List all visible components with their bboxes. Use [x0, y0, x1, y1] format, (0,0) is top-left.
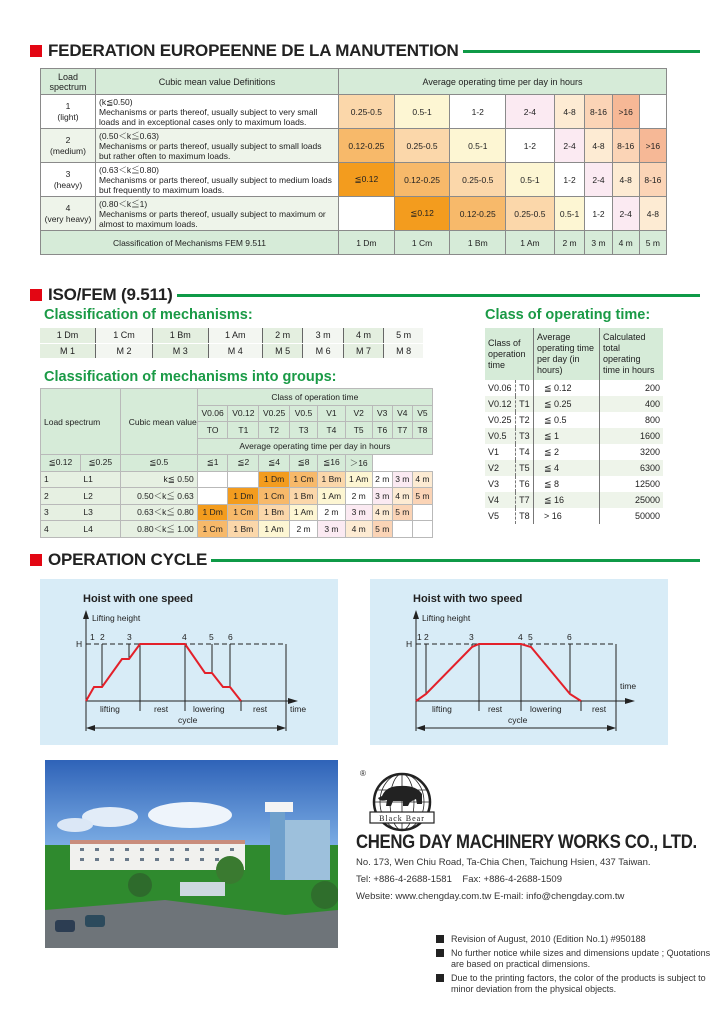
- fem-k-range: (k≦0.50): [99, 96, 133, 107]
- time-label: time: [290, 704, 307, 714]
- operating-v: V1: [485, 444, 516, 460]
- operating-avg: ≦ 0.25: [533, 396, 599, 412]
- fem-footer-cell: 1 Am: [506, 231, 555, 255]
- fem-time-cell: 0.12-0.25: [339, 129, 395, 163]
- point-label: 3: [469, 632, 474, 642]
- point-label: 2: [100, 632, 105, 642]
- groups-t-classes-cell: TO: [197, 422, 228, 439]
- fem-time-cell: 4-8: [585, 129, 612, 163]
- green-divider: [463, 50, 700, 53]
- bullet-square-icon: [436, 949, 444, 957]
- point-label: 4: [182, 632, 187, 642]
- operating-row: [485, 396, 663, 412]
- hoist-two-title: Hoist with two speed: [413, 593, 523, 605]
- mech-fem-cell: 2 m: [262, 328, 302, 343]
- operating-h3: Calculated total operating time in hours: [599, 328, 663, 380]
- fem-time-cell: 0.25-0.5: [450, 163, 506, 197]
- groups-hours-cell: ≦1: [197, 455, 228, 472]
- fem-section-title: [30, 41, 700, 61]
- mechanisms-table: [40, 328, 423, 358]
- fem-time-cell: 0.25-0.5: [339, 95, 395, 129]
- groups-cell: 1 Am: [259, 521, 290, 538]
- point-label: 1: [417, 632, 422, 642]
- fem-time-cell: 2-4: [554, 129, 585, 163]
- fem-load-name: (very heavy): [44, 213, 92, 224]
- fem-load-name: (medium): [50, 145, 86, 156]
- groups-cell: 2 m: [318, 504, 346, 521]
- point-label: 4: [518, 632, 523, 642]
- groups-cell: 3 m: [392, 471, 412, 488]
- fem-footer-cell: 4 m: [612, 231, 639, 255]
- operating-v: V4: [485, 492, 516, 508]
- fem-time-cell: ≦0.12: [394, 197, 450, 231]
- fem-footer-cell: 3 m: [585, 231, 612, 255]
- groups-cell: 3 m: [318, 521, 346, 538]
- groups-v-classes-cell: V0.25: [259, 405, 290, 422]
- operating-v: V5: [485, 508, 516, 524]
- groups-table: [40, 388, 433, 538]
- point-label: 1: [90, 632, 95, 642]
- operating-table: [485, 328, 663, 524]
- fem-time-cell: [339, 197, 395, 231]
- green-divider: [177, 294, 700, 297]
- groups-k: 0.63＜k≦ 0.80: [120, 504, 197, 521]
- groups-cell: 3 m: [372, 488, 392, 505]
- cycle-label: cycle: [508, 715, 528, 725]
- notes-list: [436, 934, 711, 998]
- black-bear-logo: [360, 768, 436, 834]
- groups-cell: 5 m: [372, 521, 392, 538]
- fem-k-range: (0.50＜k≦0.63): [99, 130, 159, 141]
- h-label: H: [76, 639, 83, 649]
- operating-total: 200: [599, 380, 663, 396]
- cycle-section-title: [30, 550, 700, 570]
- groups-cell: 1 Am: [289, 504, 317, 521]
- operating-row: [485, 412, 663, 428]
- fem-k-range: (0.80＜k≦1): [99, 198, 148, 209]
- bullet-square-icon: [436, 935, 444, 943]
- fem-time-cell: 0.5-1: [554, 197, 585, 231]
- mech-fem-cell: 1 Dm: [40, 328, 96, 343]
- fem-title-text: FEDERATION EUROPEENNE DE LA MANUTENTION: [48, 41, 459, 60]
- factory-photo: [45, 760, 338, 948]
- groups-cell: [392, 521, 412, 538]
- company-contact: Tel: +886-4-2688-1581 Fax: +886-4-2688-1509: [356, 874, 562, 885]
- fem-time-cell: 0.12-0.25: [394, 163, 450, 197]
- groups-cell: 1 Bm: [289, 488, 317, 505]
- operating-t: T4: [519, 447, 530, 457]
- fem-time-cell: 8-16: [612, 129, 639, 163]
- operating-v: V0.12: [485, 396, 516, 412]
- cycle-label: cycle: [178, 715, 198, 725]
- fem-definition: [96, 197, 339, 231]
- groups-cell: 1 Dm: [259, 471, 290, 488]
- fem-header-time: Average operating time per day in hours: [339, 69, 667, 95]
- groups-v-classes-cell: V0.12: [228, 405, 259, 422]
- operating-total: 25000: [599, 492, 663, 508]
- fem-header-def: Cubic mean value Definitions: [96, 69, 339, 95]
- groups-avg-header: Average operating time per day in hours: [197, 438, 432, 455]
- mech-iso-cell: M 8: [384, 343, 423, 358]
- groups-cell: 1 Am: [345, 471, 372, 488]
- operating-avg: ≦ 1: [533, 428, 599, 444]
- mech-fem-cell: 1 Cm: [96, 328, 153, 343]
- groups-cell: 1 Dm: [197, 504, 228, 521]
- groups-v-classes-cell: V0.5: [289, 405, 317, 422]
- arrow-right-icon: [277, 725, 286, 731]
- mechanisms-title: Classification of mechanisms:: [44, 307, 253, 323]
- fem-time-cell: 8-16: [639, 163, 666, 197]
- operating-avg: ≦ 0.5: [533, 412, 599, 428]
- groups-v-classes-cell: V4: [392, 405, 412, 422]
- fem-definition: [96, 95, 339, 129]
- operating-total: 12500: [599, 476, 663, 492]
- cycle-curve: [416, 644, 581, 701]
- operating-row: [485, 476, 663, 492]
- groups-row: [41, 521, 433, 538]
- hoist-one-speed-diagram: [40, 579, 338, 745]
- operating-row: [485, 492, 663, 508]
- groups-num: 2: [41, 488, 81, 505]
- groups-cell: 4 m: [392, 488, 412, 505]
- mech-iso-cell: M 1: [40, 343, 96, 358]
- phase-label: rest: [253, 704, 268, 714]
- groups-cell: [197, 471, 228, 488]
- fem-time-cell: [639, 95, 666, 129]
- mech-fem-cell: 1 Bm: [152, 328, 208, 343]
- groups-class-header: Class of operation time: [197, 389, 432, 406]
- hoist-one-svg: [40, 579, 338, 745]
- groups-num: 3: [41, 504, 81, 521]
- note-item: Due to the printing factors, the color of the products is subject to minor deviation from the physical objects.: [436, 973, 711, 995]
- groups-cell: 4 m: [372, 504, 392, 521]
- fem-load-name: (heavy): [53, 179, 83, 190]
- red-square-icon: [30, 45, 42, 57]
- y-axis-arrow-icon: [413, 610, 419, 619]
- fem-time-cell: 0.12-0.25: [450, 197, 506, 231]
- groups-t-classes-cell: T2: [259, 422, 290, 439]
- fem-load-spectrum: [41, 95, 96, 129]
- hoist-one-title: Hoist with one speed: [83, 593, 194, 605]
- hoist-two-svg: [370, 579, 668, 745]
- groups-cell: 5 m: [412, 488, 432, 505]
- red-square-icon: [30, 289, 42, 301]
- groups-v-classes-cell: V2: [345, 405, 372, 422]
- groups-v-classes-cell: V1: [318, 405, 346, 422]
- groups-cell: 4 m: [412, 471, 432, 488]
- groups-hours-cell: ≦0.25: [80, 455, 120, 472]
- fem-load-spectrum: [41, 197, 96, 231]
- operating-total: 50000: [599, 508, 663, 524]
- note-item: Revision of August, 2010 (Edition No.1) #950188: [436, 934, 711, 945]
- fem-footer-cell: 1 Bm: [450, 231, 506, 255]
- iso-section-title: [30, 285, 700, 305]
- operating-avg: ≦ 16: [533, 492, 599, 508]
- fem-time-cell: 2-4: [506, 95, 555, 129]
- fem-load-num: 2: [65, 134, 71, 145]
- mech-fem-cell: 1 Am: [208, 328, 262, 343]
- phase-label: lowering: [530, 704, 562, 714]
- groups-t-classes-cell: T6: [372, 422, 392, 439]
- phase-label: rest: [488, 704, 503, 714]
- operating-avg: ≦ 8: [533, 476, 599, 492]
- mech-fem-cell: 3 m: [303, 328, 343, 343]
- groups-hours-cell: ≦8: [289, 455, 317, 472]
- fem-time-cell: >16: [639, 129, 666, 163]
- operating-row: [485, 508, 663, 524]
- fem-time-cell: 1-2: [554, 163, 585, 197]
- fem-load-name: (light): [57, 111, 79, 122]
- company-address: No. 173, Wen Chiu Road, Ta-Chia Chen, Taichung Hsien, 437 Taiwan.: [356, 857, 651, 868]
- fem-def-text: Mechanisms or parts thereof, usually subject to very small loads and in exceptional cases only to maximum loads.: [99, 106, 318, 127]
- phase-label: rest: [154, 704, 169, 714]
- operating-t: T3: [516, 428, 534, 444]
- fem-def-text: Mechanisms or parts thereof, usually subject to maximum or almost to maximum loads.: [99, 208, 326, 229]
- arrow-left-icon: [86, 725, 95, 731]
- operating-v: V2: [485, 460, 516, 476]
- groups-l: L1: [80, 471, 120, 488]
- groups-hours-cell: ≦16: [318, 455, 346, 472]
- operating-avg: > 16: [533, 508, 599, 524]
- point-label: 6: [228, 632, 233, 642]
- operating-row: [485, 380, 663, 396]
- groups-title: Classification of mechanisms into groups:: [44, 369, 337, 385]
- fem-k-range: (0.63＜k≦0.80): [99, 164, 159, 175]
- fem-time-cell: 0.5-1: [506, 163, 555, 197]
- groups-cell: [412, 521, 432, 538]
- groups-cell: 3 m: [345, 504, 372, 521]
- operating-t: T2: [519, 415, 530, 425]
- operating-row: [485, 444, 663, 460]
- operating-t: T5: [516, 460, 534, 476]
- fem-load-num: 3: [65, 168, 71, 179]
- groups-cell: [197, 488, 228, 505]
- groups-cell: 1 Cm: [289, 471, 317, 488]
- iso-title-text: ISO/FEM (9.511): [48, 285, 173, 304]
- groups-t-classes-cell: T3: [289, 422, 317, 439]
- operating-total: 1600: [599, 428, 663, 444]
- groups-hours-cell: ＞16: [345, 455, 372, 472]
- registered-mark: ®: [360, 769, 366, 778]
- point-label: 5: [209, 632, 214, 642]
- fem-load-spectrum: [41, 129, 96, 163]
- groups-cell: [412, 504, 432, 521]
- groups-v-classes-cell: V5: [412, 405, 432, 422]
- operating-avg: ≦ 0.12: [533, 380, 599, 396]
- fem-row: [41, 163, 667, 197]
- h-label: H: [406, 639, 413, 649]
- hoist-two-speed-diagram: [370, 579, 668, 745]
- groups-num: 4: [41, 521, 81, 538]
- fem-load-num: 4: [65, 202, 71, 213]
- operating-v: V3: [485, 476, 516, 492]
- arrow-right-icon: [607, 725, 616, 731]
- fem-footer-cell: 2 m: [554, 231, 585, 255]
- mech-fem-cell: 5 m: [384, 328, 423, 343]
- fem-time-cell: ≦0.12: [339, 163, 395, 197]
- groups-cell: 2 m: [345, 488, 372, 505]
- groups-l: L2: [80, 488, 120, 505]
- fem-time-cell: 1-2: [450, 95, 506, 129]
- groups-cell: 1 Bm: [318, 471, 346, 488]
- groups-l: L3: [80, 504, 120, 521]
- operating-total: 400: [599, 396, 663, 412]
- operating-h1: Class of operation time: [485, 328, 533, 380]
- groups-t-classes-cell: T8: [412, 422, 432, 439]
- arrow-left-icon: [416, 725, 425, 731]
- fem-row: [41, 95, 667, 129]
- groups-cell: 1 Bm: [228, 521, 259, 538]
- groups-num: 1: [41, 471, 81, 488]
- operating-avg: ≦ 2: [533, 444, 599, 460]
- operating-total: 3200: [599, 444, 663, 460]
- fem-time-cell: 4-8: [612, 163, 639, 197]
- fem-definition: [96, 163, 339, 197]
- groups-row: [41, 504, 433, 521]
- groups-l: L4: [80, 521, 120, 538]
- point-label: 2: [424, 632, 429, 642]
- groups-row: [41, 471, 433, 488]
- fem-time-cell: 4-8: [554, 95, 585, 129]
- groups-cell: 2 m: [289, 521, 317, 538]
- operating-v: V0.06: [485, 380, 516, 396]
- logo-text: Black Bear: [379, 814, 425, 823]
- point-label: 5: [528, 632, 533, 642]
- fem-row: [41, 129, 667, 163]
- operating-t: T8: [519, 511, 530, 521]
- green-divider: [211, 559, 700, 562]
- operating-v: V0.5: [485, 428, 516, 444]
- groups-hours-cell: ≦4: [259, 455, 290, 472]
- red-square-icon: [30, 554, 42, 566]
- groups-cell: 1 Bm: [259, 504, 290, 521]
- operating-row: [485, 428, 663, 444]
- fem-def-text: Mechanisms or parts thereof, usually subject to small loads but rather often to maximum loads.: [99, 140, 322, 161]
- fem-time-cell: 1-2: [506, 129, 555, 163]
- groups-t-classes-cell: T7: [392, 422, 412, 439]
- fem-time-cell: >16: [612, 95, 639, 129]
- fem-time-cell: 1-2: [585, 197, 612, 231]
- groups-cell: 1 Dm: [228, 488, 259, 505]
- groups-cell: 4 m: [345, 521, 372, 538]
- groups-cell: 1 Cm: [259, 488, 290, 505]
- groups-t-classes-cell: T5: [345, 422, 372, 439]
- groups-k: 0.50＜k≦ 0.63: [120, 488, 197, 505]
- groups-cell: 1 Cm: [197, 521, 228, 538]
- fem-time-cell: 4-8: [639, 197, 666, 231]
- phase-label: rest: [592, 704, 607, 714]
- y-axis-arrow-icon: [83, 610, 89, 619]
- fem-table: [40, 68, 667, 255]
- groups-cell: [228, 471, 259, 488]
- groups-cell: 5 m: [392, 504, 412, 521]
- operating-h2: Average operating time per day (in hours): [533, 328, 599, 380]
- company-name: CHENG DAY MACHINERY WORKS CO., LTD.: [356, 831, 697, 853]
- groups-cell: 2 m: [372, 471, 392, 488]
- note-item: No further notice while sizes and dimensions update ; Quotations are based on practical dimensions.: [436, 948, 711, 970]
- operating-t: T0: [519, 383, 530, 393]
- operating-v: V0.25: [485, 412, 516, 428]
- x-axis-arrow-icon: [625, 698, 635, 704]
- fem-time-cell: 0.25-0.5: [506, 197, 555, 231]
- operating-t: T7: [516, 492, 534, 508]
- point-label: 3: [127, 632, 132, 642]
- groups-cell: 1 Cm: [228, 504, 259, 521]
- fem-row: [41, 197, 667, 231]
- operating-total: 6300: [599, 460, 663, 476]
- groups-k: 0.80＜k≦ 1.00: [120, 521, 197, 538]
- y-axis-label: Lifting height: [422, 613, 471, 623]
- mech-iso-cell: M 7: [343, 343, 383, 358]
- bullet-square-icon: [436, 974, 444, 982]
- operating-avg: ≦ 4: [533, 460, 599, 476]
- groups-load-header: Load spectrum: [41, 389, 121, 455]
- groups-hours-cell: ≦0.12: [41, 455, 81, 472]
- groups-hours-cell: ≦2: [228, 455, 259, 472]
- fem-definition: [96, 129, 339, 163]
- fem-time-cell: 2-4: [585, 163, 612, 197]
- mech-iso-cell: M 4: [208, 343, 262, 358]
- groups-t-classes-cell: T4: [318, 422, 346, 439]
- fem-time-cell: 8-16: [585, 95, 612, 129]
- operating-t: T6: [519, 479, 530, 489]
- cycle-title-text: OPERATION CYCLE: [48, 550, 208, 569]
- operating-total: 800: [599, 412, 663, 428]
- phase-label: lifting: [100, 704, 120, 714]
- mech-iso-cell: M 3: [152, 343, 208, 358]
- time-label: time: [620, 681, 637, 691]
- fem-footer-label: Classification of Mechanisms FEM 9.511: [41, 231, 339, 255]
- phase-label: lowering: [193, 704, 225, 714]
- mech-iso-cell: M 6: [303, 343, 343, 358]
- fem-footer-cell: 1 Dm: [339, 231, 395, 255]
- groups-k: k≦ 0.50: [120, 471, 197, 488]
- groups-v-classes-cell: V3: [372, 405, 392, 422]
- groups-cubic-header: Cubic mean value: [120, 389, 197, 455]
- mech-fem-cell: 4 m: [343, 328, 383, 343]
- fem-time-cell: 2-4: [612, 197, 639, 231]
- groups-t-classes-cell: T1: [228, 422, 259, 439]
- company-web: Website: www.chengday.com.tw E-mail: info@chengday.com.tw: [356, 891, 625, 902]
- operating-row: [485, 460, 663, 476]
- phase-label: lifting: [432, 704, 452, 714]
- mech-iso-cell: M 5: [262, 343, 302, 358]
- groups-cell: 1 Am: [318, 488, 346, 505]
- groups-row: [41, 488, 433, 505]
- fem-load-num: 1: [65, 100, 71, 111]
- fem-time-cell: 0.5-1: [394, 95, 450, 129]
- fem-time-cell: 0.5-1: [450, 129, 506, 163]
- fem-def-text: Mechanisms or parts thereof, usually subject to medium loads but frequently to maximum loads.: [99, 174, 332, 195]
- operating-t: T1: [516, 396, 534, 412]
- y-axis-label: Lifting height: [92, 613, 141, 623]
- cycle-curve: [86, 644, 241, 701]
- operating-title: Class of operating time:: [485, 307, 651, 323]
- point-label: 6: [567, 632, 572, 642]
- fem-footer-cell: 5 m: [639, 231, 666, 255]
- fem-header-load: Load spectrum: [41, 69, 96, 95]
- fem-load-spectrum: [41, 163, 96, 197]
- mech-iso-cell: M 2: [96, 343, 153, 358]
- groups-v-classes-cell: V0.06: [197, 405, 228, 422]
- fem-footer-cell: 1 Cm: [394, 231, 450, 255]
- groups-hours-cell: ≦0.5: [120, 455, 197, 472]
- fem-time-cell: 0.25-0.5: [394, 129, 450, 163]
